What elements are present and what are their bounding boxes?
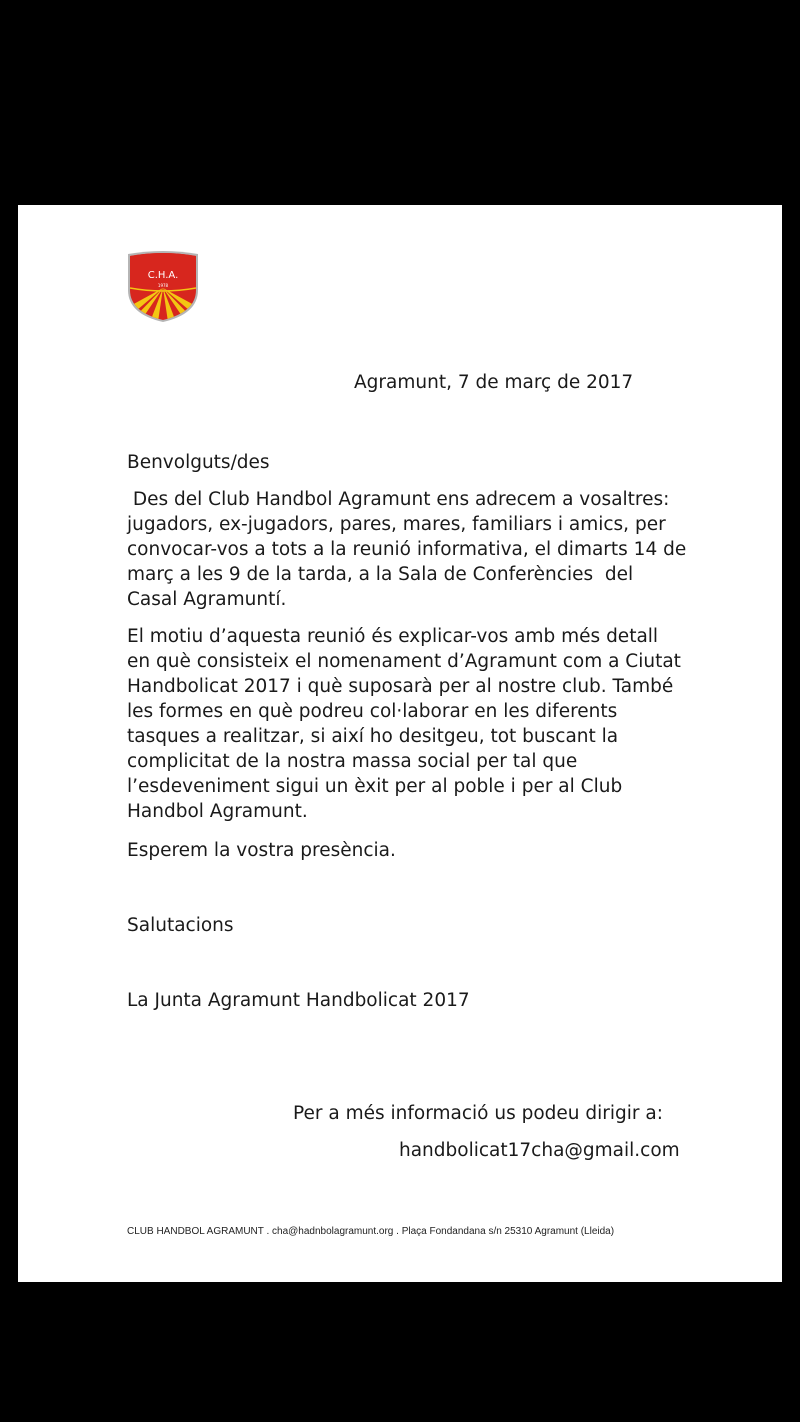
contact-email: handbolicat17cha@gmail.com <box>399 1140 680 1161</box>
letter-paragraph-2: El motiu d’aquesta reunió és explicar-vos amb més detall en què consisteix el nomenament d’Agramunt com a Ciutat Handbolicat 2017 i què suposarà per al nostre club. També les formes en què podreu col·laborar en les diferents tasques a realitzar, si així ho desitgeu, tot buscant la complicitat de la nostra massa social per tal que l’esdeveniment sigui un èxit per al poble i per al Club Handbol Agramunt. <box>127 626 681 822</box>
letter-date: Agramunt, 7 de març de 2017 <box>354 372 634 393</box>
letter-signature: La Junta Agramunt Handbolicat 2017 <box>127 990 470 1011</box>
letter-page <box>18 205 782 1282</box>
logo-year: 1978 <box>157 283 169 288</box>
letter-closing: Salutacions <box>127 915 234 936</box>
letter-paragraph-1: Des del Club Handbol Agramunt ens adrecem a vosaltres: jugadors, ex-jugadors, pares, mares, familiars i amics, per convocar-vos a tots a la reunió informativa, el dimarts 14 de març a les 9 de la tarda, a la Sala de Conferències del Casal Agramuntí. <box>127 489 693 610</box>
club-logo <box>126 250 200 322</box>
logo-text: C.H.A. <box>147 270 179 281</box>
info-label: Per a més informació us podeu dirigir a: <box>293 1103 663 1124</box>
letter-paragraph-3: Esperem la vostra presència. <box>127 840 396 861</box>
letter-greeting: Benvolguts/des <box>127 452 270 473</box>
letter-footer: CLUB HANDBOL AGRAMUNT . cha@hadnbolagramunt.org . Plaça Fondandana s/n 25310 Agramunt (Lleida) <box>127 1226 615 1237</box>
